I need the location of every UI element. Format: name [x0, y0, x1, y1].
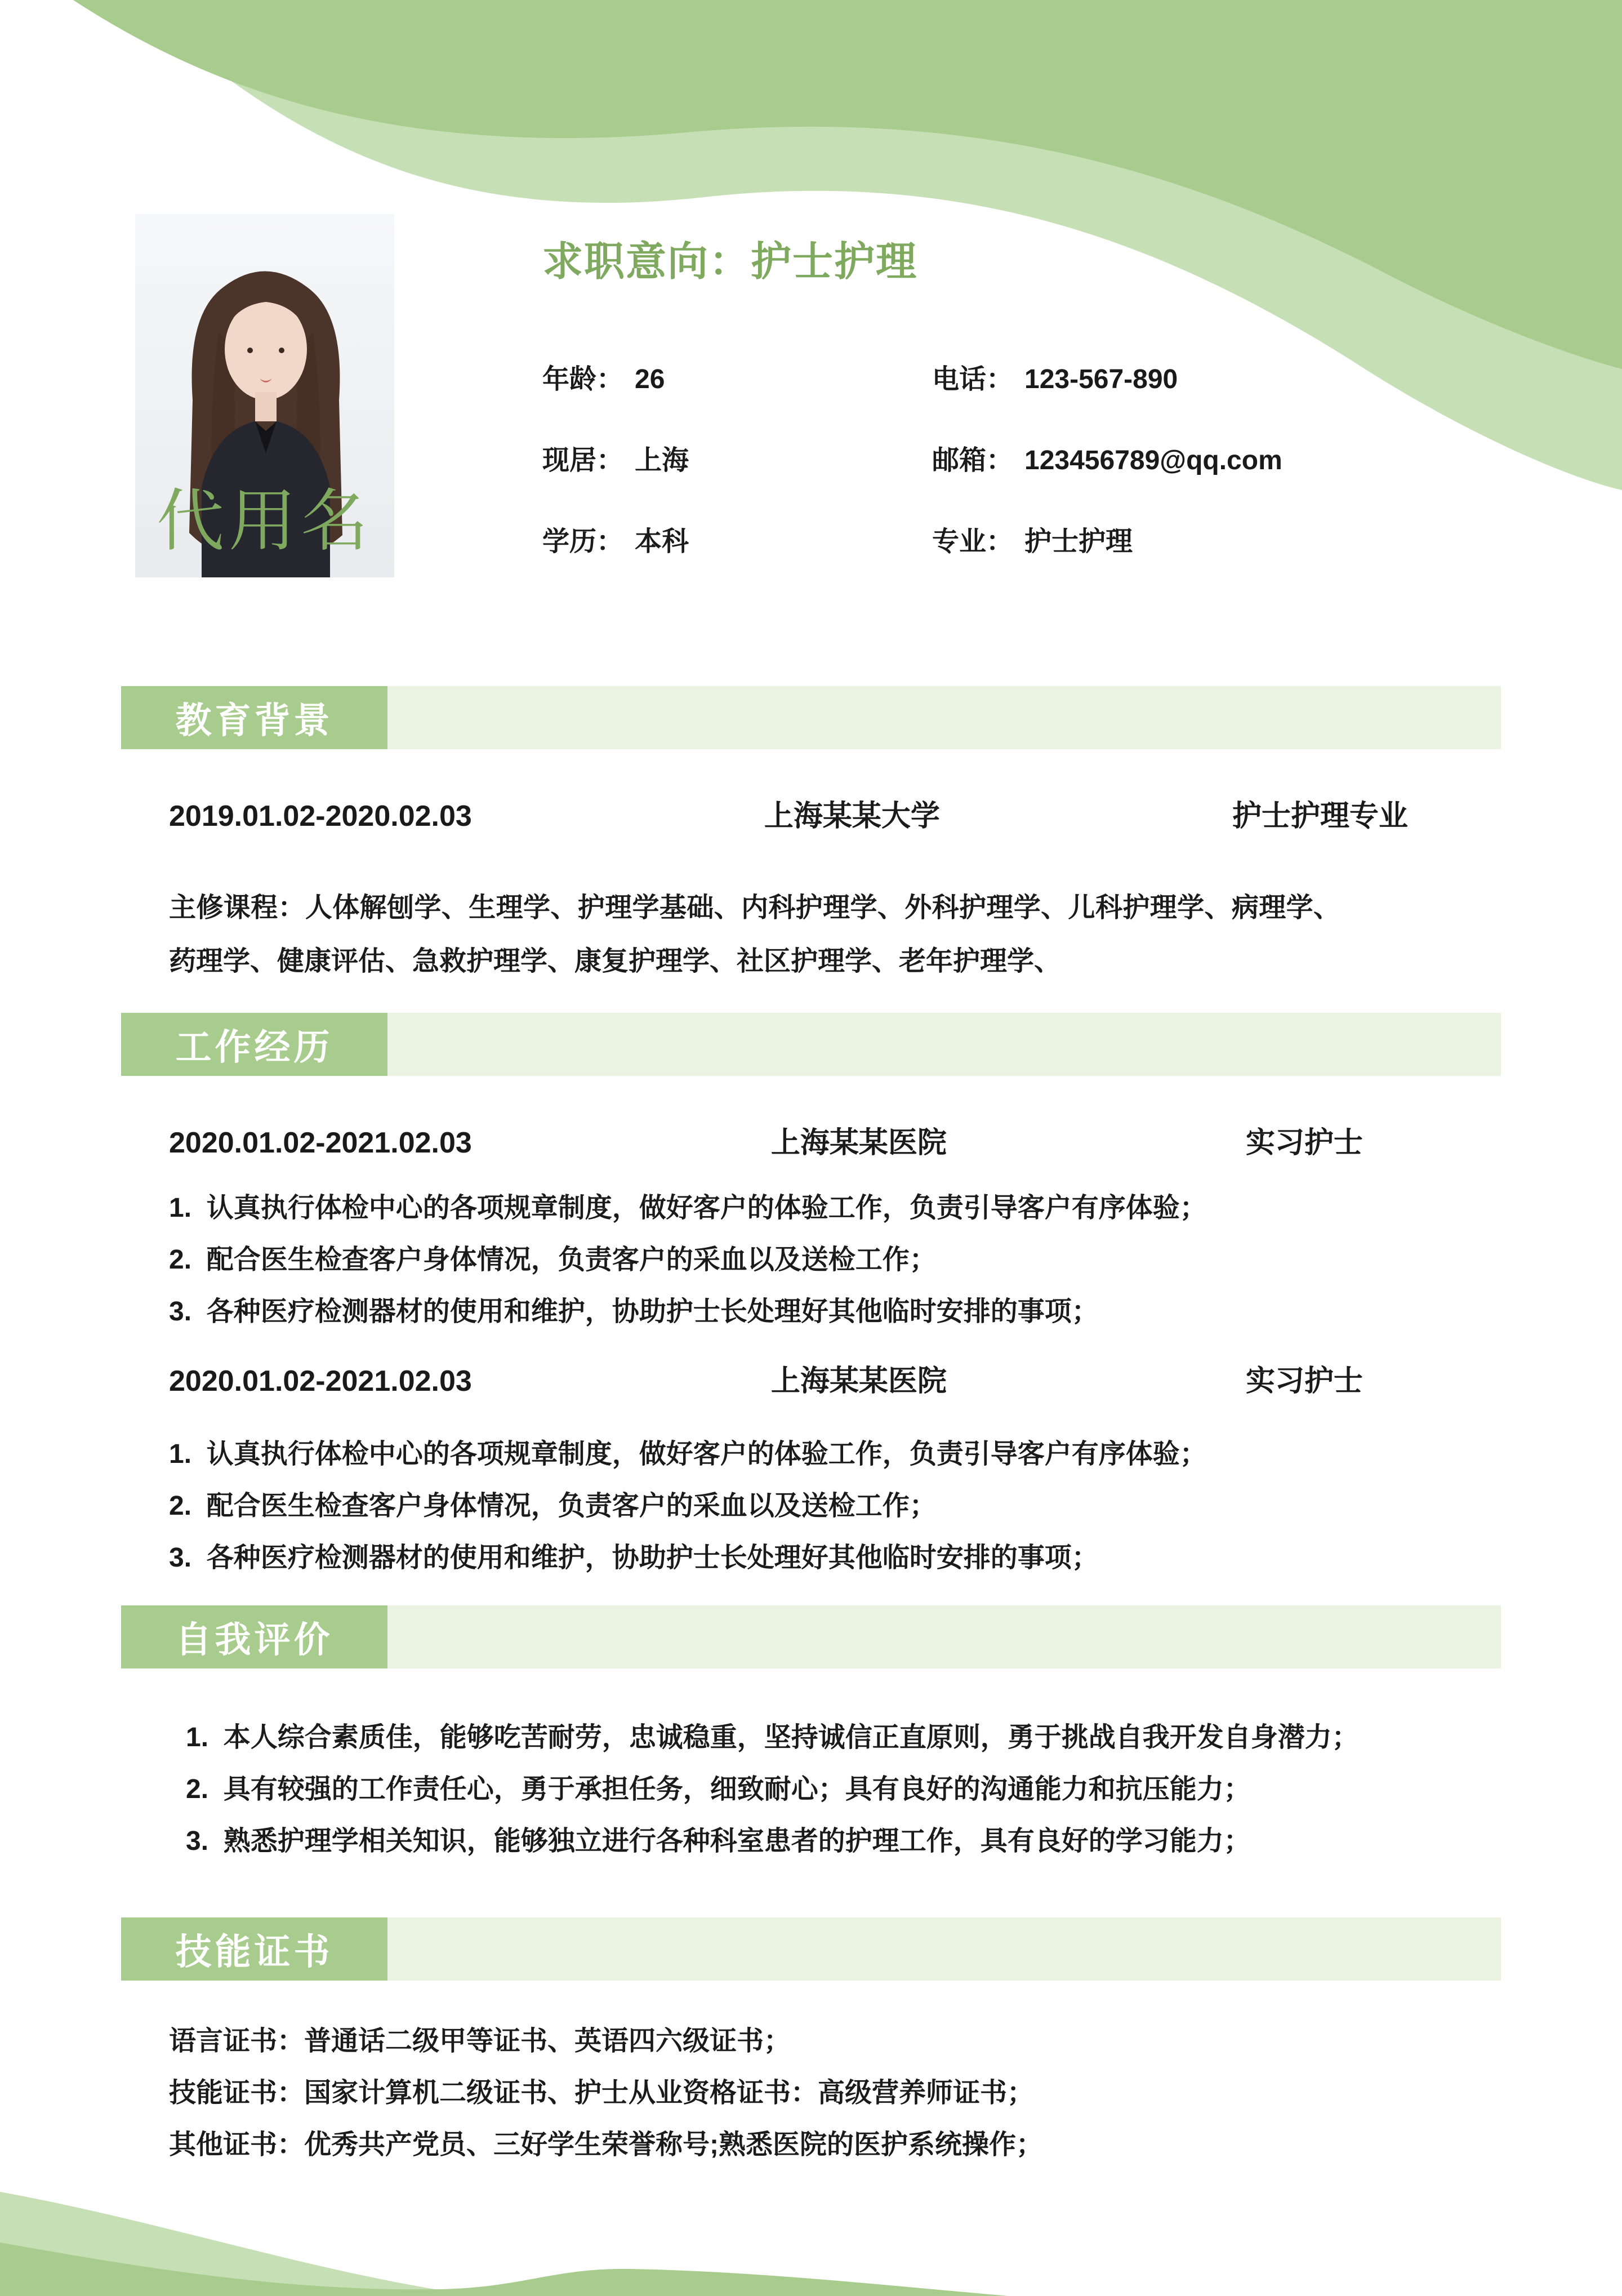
field-value: 26 — [635, 364, 665, 394]
work-role: 实习护士 — [1245, 1365, 1363, 1398]
contact-info-grid — [542, 365, 1282, 557]
info-field-major — [932, 527, 1282, 557]
education-school: 上海某某大学 — [764, 800, 940, 833]
section-bar-education — [121, 686, 1501, 749]
field-label: 专业： — [932, 527, 1014, 557]
education-courses-text: 主修课程：人体解刨学、生理学、护理学基础、内科护理学、外科护理学、儿科护理学、病理学、药理学、健康评估、急救护理学、康复护理学、社区护理学、老年护理学、 — [169, 893, 1340, 976]
certificate-line: 其他证书：优秀共产党员、三好学生荣誉称号;熟悉医院的医护系统操作； — [169, 2130, 1043, 2160]
field-label: 现居： — [542, 446, 624, 475]
duty-item: 各种医疗检测器材的使用和维护，协助护士长处理好其他临时安排的事项； — [206, 1297, 1099, 1327]
section-title-work: 工作经历 — [121, 1013, 387, 1076]
work-entry-row — [169, 1365, 1363, 1398]
field-label: 学历： — [542, 527, 624, 557]
section-title-certificates: 技能证书 — [121, 1917, 387, 1981]
work-role: 实习护士 — [1245, 1127, 1363, 1159]
field-value: 123-567-890 — [1024, 364, 1178, 394]
work-period: 2020.01.02-2021.02.03 — [169, 1127, 472, 1159]
work-entry-row — [169, 1127, 1363, 1159]
info-field-education-level — [542, 527, 932, 557]
field-label: 年龄： — [542, 364, 624, 394]
duty-item: 认真执行体检中心的各项规章制度，做好客户的体验工作，负责引导客户有序体验； — [206, 1439, 1207, 1469]
section-bar-certificates — [121, 1917, 1501, 1981]
self-evaluation-item: 本人综合素质佳，能够吃苦耐劳，忠诚稳重，坚持诚信正直原则，勇于挑战自我开发自身潜力； — [223, 1723, 1359, 1752]
work-company: 上海某某医院 — [770, 1365, 947, 1398]
self-evaluation-item: 具有较强的工作责任心，勇于承担任务，细致耐心；具有良好的沟通能力和抗压能力； — [223, 1774, 1251, 1804]
field-label: 电话： — [932, 364, 1014, 394]
duty-item: 认真执行体检中心的各项规章制度，做好客户的体验工作，负责引导客户有序体验； — [206, 1193, 1207, 1223]
self-evaluation-item: 熟悉护理学相关知识，能够独立进行各种科室患者的护理工作，具有良好的学习能力； — [223, 1826, 1251, 1856]
section-bar-work — [121, 1013, 1501, 1076]
work-duty-list — [169, 1440, 1207, 1596]
duty-item: 配合医生检查客户身体情况，负责客户的采血以及送检工作； — [206, 1245, 937, 1275]
education-period: 2019.01.02-2020.02.03 — [169, 800, 472, 833]
work-period: 2020.01.02-2021.02.03 — [169, 1365, 472, 1398]
field-value: 护士护理 — [1024, 527, 1133, 557]
info-field-email — [932, 446, 1282, 475]
self-evaluation-list — [186, 1724, 1359, 1879]
candidate-name: 代用名 — [157, 483, 373, 559]
certificate-line: 语言证书：普通话二级甲等证书、英语四六级证书； — [169, 2026, 791, 2056]
certificate-line: 技能证书：国家计算机二级证书、护士从业资格证书：高级营养师证书； — [169, 2078, 1035, 2108]
section-title-education: 教育背景 — [121, 686, 387, 749]
info-field-phone — [932, 365, 1282, 394]
job-objective-title: 求职意向：护士护理 — [542, 239, 918, 284]
field-value: 本科 — [635, 527, 689, 557]
field-label: 邮箱： — [932, 446, 1014, 475]
section-title-self-evaluation: 自我评价 — [121, 1605, 387, 1668]
education-major: 护士护理专业 — [1232, 800, 1408, 833]
info-field-residence — [542, 446, 932, 475]
certificates-list — [169, 2028, 1043, 2183]
work-duty-list — [169, 1194, 1207, 1350]
field-value: 上海 — [635, 446, 689, 475]
education-entry-row — [169, 800, 1408, 833]
duty-item: 配合医生检查客户身体情况，负责客户的采血以及送检工作； — [206, 1491, 937, 1521]
duty-item: 各种医疗检测器材的使用和维护，协助护士长处理好其他临时安排的事项； — [206, 1543, 1099, 1573]
field-value: 123456789@qq.com — [1024, 446, 1282, 475]
work-company: 上海某某医院 — [770, 1127, 947, 1159]
info-field-age — [542, 365, 932, 394]
section-bar-self-evaluation — [121, 1605, 1501, 1668]
